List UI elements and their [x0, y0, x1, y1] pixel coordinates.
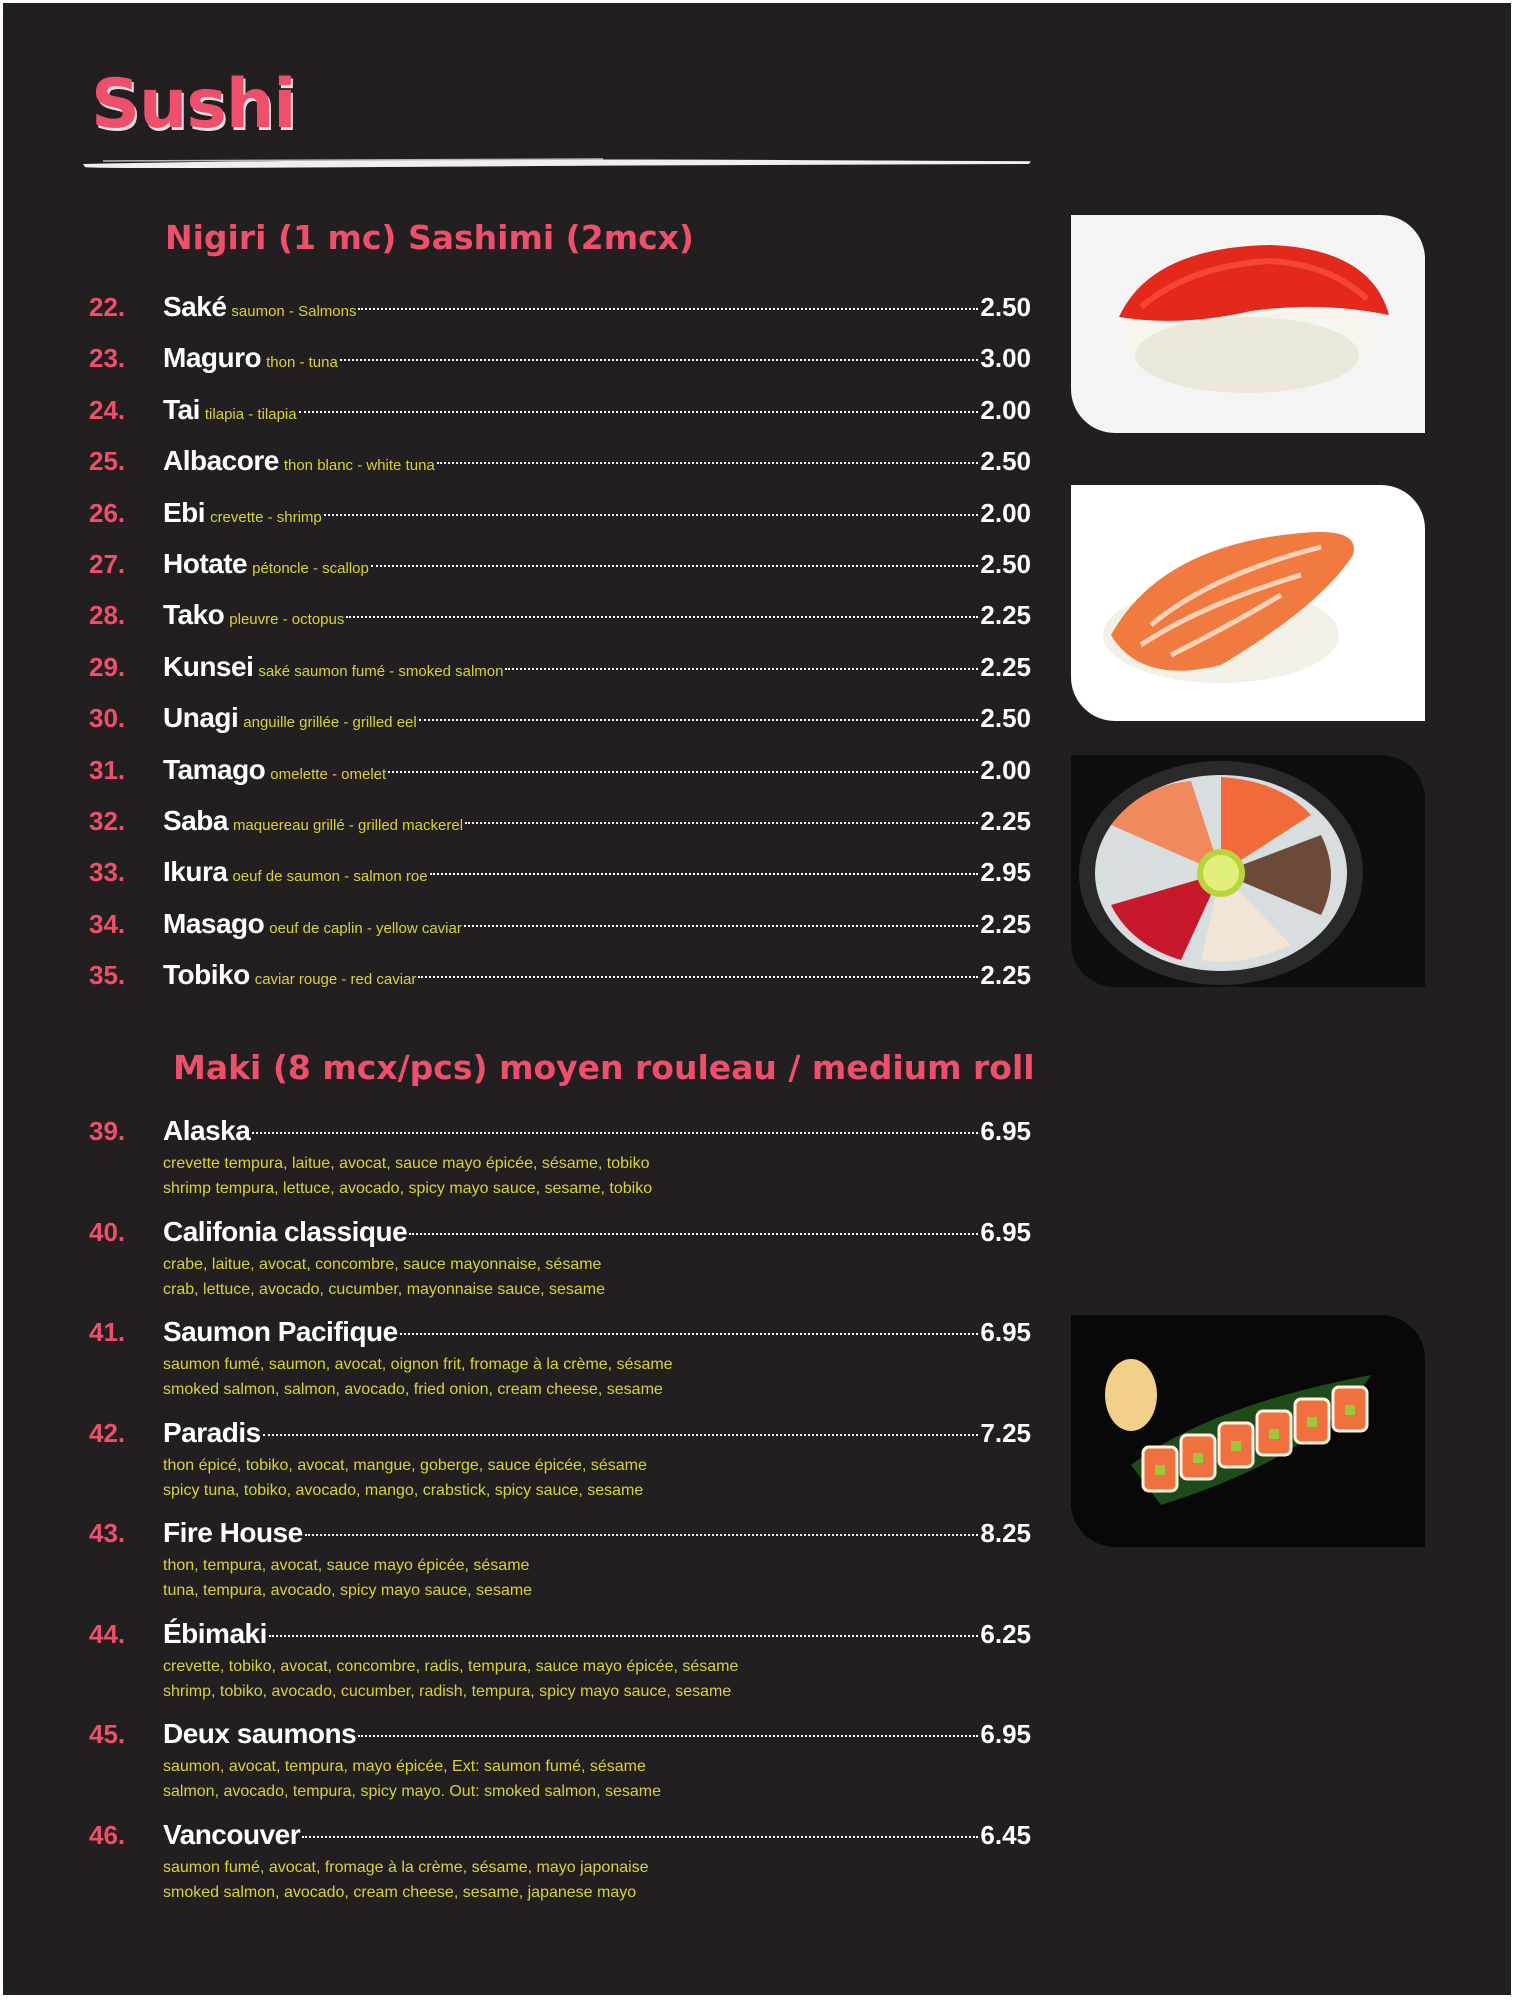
dot-leader	[430, 873, 979, 875]
item-price: 2.25	[980, 909, 1031, 939]
dot-leader	[400, 1333, 979, 1335]
item-price: 2.50	[980, 549, 1031, 579]
maki-item	[89, 1614, 1031, 1700]
item-price: 2.50	[980, 446, 1031, 476]
item-line	[163, 801, 1031, 841]
dot-leader	[409, 1233, 978, 1235]
item-line	[163, 1815, 1031, 1855]
item-subtitle: pétoncle - scallop	[252, 560, 369, 577]
item-line	[163, 852, 1031, 892]
item-line	[163, 544, 1031, 584]
item-number: 29.	[89, 652, 126, 682]
item-subtitle: saké saumon fumé - smoked salmon	[258, 663, 504, 680]
item-name: Tai	[163, 394, 200, 425]
item-description	[163, 1654, 738, 1704]
item-subtitle: thon blanc - white tuna	[283, 457, 435, 474]
maki-item	[89, 1212, 1031, 1298]
description-english: shrimp, tobiko, avocado, cucumber, radish, tempura, spicy mayo sauce, sesame	[163, 1683, 732, 1700]
item-name: Tamago	[163, 754, 266, 785]
page-title: Sushi	[91, 65, 296, 144]
item-line	[163, 390, 1031, 430]
description-french: crabe, laitue, avocat, concombre, sauce mayonnaise, sésame	[163, 1256, 602, 1273]
description-english: spicy tuna, tobiko, avocado, mango, crabstick, spicy sauce, sesame	[163, 1482, 644, 1499]
item-line	[163, 955, 1031, 995]
item-price: 3.00	[980, 343, 1031, 373]
nigiri-item	[89, 595, 1031, 635]
maki-roll-photo	[1071, 1315, 1425, 1547]
item-description	[163, 1553, 532, 1603]
description-french: saumon, avocat, tempura, mayo épicée, Ext: saumon fumé, sésame	[163, 1758, 646, 1775]
description-french: thon, tempura, avocat, sauce mayo épicée, sésame	[163, 1557, 530, 1574]
item-number: 42.	[89, 1418, 126, 1448]
item-subtitle: thon - tuna	[266, 354, 338, 371]
item-price: 2.50	[980, 703, 1031, 733]
nigiri-item	[89, 852, 1031, 892]
dot-leader	[371, 565, 979, 567]
item-name: Ikura	[163, 856, 228, 887]
item-line	[163, 647, 1031, 687]
item-name: Fire House	[163, 1517, 303, 1548]
nigiri-item	[89, 904, 1031, 944]
description-french: crevette, tobiko, avocat, concombre, radis, tempura, sauce mayo épicée, sésame	[163, 1658, 739, 1675]
item-price: 2.00	[980, 755, 1031, 785]
item-description	[163, 1855, 649, 1905]
item-subtitle: anguille grillée - grilled eel	[243, 714, 417, 731]
item-line	[163, 904, 1031, 944]
item-description	[163, 1453, 647, 1503]
maki-item	[89, 1815, 1031, 1901]
sashimi-platter-photo	[1071, 755, 1425, 987]
nigiri-item	[89, 338, 1031, 378]
item-price: 2.25	[980, 652, 1031, 682]
item-description	[163, 1352, 673, 1402]
description-english: shrimp tempura, lettuce, avocado, spicy mayo sauce, sesame, tobiko	[163, 1180, 653, 1197]
item-number: 34.	[89, 909, 126, 939]
item-line	[163, 441, 1031, 481]
dot-leader	[263, 1434, 979, 1436]
item-subtitle: saumon - Salmons	[231, 303, 357, 320]
description-english: smoked salmon, avocado, cream cheese, sesame, japanese mayo	[163, 1884, 637, 1901]
item-subtitle: crevette - shrimp	[210, 509, 322, 526]
maki-item	[89, 1111, 1031, 1197]
item-name: Hotate	[163, 548, 248, 579]
item-number: 28.	[89, 600, 126, 630]
description-english: tuna, tempura, avocado, spicy mayo sauce, sesame	[163, 1582, 533, 1599]
maki-item	[89, 1413, 1031, 1499]
description-french: saumon fumé, avocat, fromage à la crème, sésame, mayo japonaise	[163, 1859, 649, 1876]
item-subtitle: caviar rouge - red caviar	[254, 971, 417, 988]
item-price: 6.25	[980, 1619, 1031, 1649]
item-name: Alaska	[163, 1115, 251, 1146]
maki-heading: Maki (8 mcx/pcs) moyen rouleau / medium roll	[173, 1048, 1035, 1087]
item-name: Califonia classique	[163, 1216, 408, 1247]
nigiri-item	[89, 287, 1031, 327]
nigiri-heading: Nigiri (1 mc) Sashimi (2mcx)	[165, 218, 695, 257]
item-line	[163, 750, 1031, 790]
description-french: saumon fumé, saumon, avocat, oignon frit, fromage à la crème, sésame	[163, 1356, 673, 1373]
item-price: 6.95	[980, 1116, 1031, 1146]
item-price: 2.00	[980, 498, 1031, 528]
nigiri-item	[89, 441, 1031, 481]
salmon-nigiri-photo	[1071, 485, 1425, 721]
item-subtitle: oeuf de caplin - yellow caviar	[269, 920, 462, 937]
item-name: Tobiko	[163, 959, 250, 990]
item-line	[163, 1513, 1031, 1553]
maki-item	[89, 1714, 1031, 1800]
item-number: 31.	[89, 755, 126, 785]
item-line	[163, 1111, 1031, 1151]
item-name: Vancouver	[163, 1819, 301, 1850]
item-line	[163, 1614, 1031, 1654]
item-number: 33.	[89, 857, 126, 887]
item-number: 23.	[89, 343, 126, 373]
dot-leader	[464, 925, 979, 927]
dot-leader	[340, 359, 979, 361]
item-line	[163, 287, 1031, 327]
item-description	[163, 1252, 605, 1302]
dot-leader	[302, 1836, 978, 1838]
item-name: Unagi	[163, 702, 239, 733]
title-brush-underline	[83, 155, 1031, 169]
item-price: 6.45	[980, 1820, 1031, 1850]
item-name: Kunsei	[163, 651, 254, 682]
item-number: 22.	[89, 292, 126, 322]
item-number: 30.	[89, 703, 126, 733]
dot-leader	[305, 1534, 979, 1536]
item-line	[163, 1413, 1031, 1453]
maki-item	[89, 1312, 1031, 1398]
dot-leader	[437, 462, 979, 464]
nigiri-item	[89, 801, 1031, 841]
item-number: 24.	[89, 395, 126, 425]
item-subtitle: omelette - omelet	[270, 766, 387, 783]
description-english: crab, lettuce, avocado, cucumber, mayonnaise sauce, sesame	[163, 1281, 606, 1298]
item-number: 40.	[89, 1217, 126, 1247]
description-french: crevette tempura, laitue, avocat, sauce mayo épicée, sésame, tobiko	[163, 1155, 650, 1172]
dot-leader	[252, 1132, 978, 1134]
dot-leader	[388, 771, 978, 773]
item-price: 2.50	[980, 292, 1031, 322]
item-price: 2.25	[980, 600, 1031, 630]
item-name: Albacore	[163, 445, 279, 476]
item-name: Saké	[163, 291, 227, 322]
item-line	[163, 698, 1031, 738]
dot-leader	[505, 668, 978, 670]
description-french: thon épicé, tobiko, avocat, mangue, goberge, sauce épicée, sésame	[163, 1457, 647, 1474]
item-price: 6.95	[980, 1719, 1031, 1749]
nigiri-item	[89, 955, 1031, 995]
item-price: 6.95	[980, 1217, 1031, 1247]
item-number: 25.	[89, 446, 126, 476]
item-description	[163, 1151, 652, 1201]
item-name: Saba	[163, 805, 228, 836]
item-price: 8.25	[980, 1518, 1031, 1548]
item-line	[163, 595, 1031, 635]
nigiri-item	[89, 698, 1031, 738]
dot-leader	[419, 719, 979, 721]
nigiri-item	[89, 647, 1031, 687]
item-subtitle: oeuf de saumon - salmon roe	[232, 868, 428, 885]
item-name: Masago	[163, 908, 265, 939]
maki-item	[89, 1513, 1031, 1599]
item-price: 2.25	[980, 960, 1031, 990]
item-price: 2.95	[980, 857, 1031, 887]
item-number: 39.	[89, 1116, 126, 1146]
item-number: 35.	[89, 960, 126, 990]
item-description	[163, 1754, 661, 1804]
item-price: 2.00	[980, 395, 1031, 425]
item-name: Ébimaki	[163, 1618, 267, 1649]
item-number: 45.	[89, 1719, 126, 1749]
item-name: Paradis	[163, 1417, 261, 1448]
description-english: salmon, avocado, tempura, spicy mayo. Out: smoked salmon, sesame	[163, 1783, 661, 1800]
dot-leader	[465, 822, 978, 824]
item-number: 32.	[89, 806, 126, 836]
item-name: Deux saumons	[163, 1718, 357, 1749]
dot-leader	[358, 1735, 978, 1737]
item-name: Ebi	[163, 497, 206, 528]
item-name: Saumon Pacifique	[163, 1316, 398, 1347]
item-line	[163, 1714, 1031, 1754]
dot-leader	[269, 1635, 979, 1637]
dot-leader	[299, 411, 979, 413]
item-subtitle: pleuvre - octopus	[229, 611, 345, 628]
dot-leader	[346, 616, 978, 618]
item-line	[163, 338, 1031, 378]
item-price: 7.25	[980, 1418, 1031, 1448]
item-line	[163, 1212, 1031, 1252]
item-number: 44.	[89, 1619, 126, 1649]
nigiri-item	[89, 493, 1031, 533]
item-number: 41.	[89, 1317, 126, 1347]
item-name: Maguro	[163, 342, 262, 373]
item-name: Tako	[163, 599, 225, 630]
item-number: 43.	[89, 1518, 126, 1548]
menu-page	[3, 3, 1511, 1995]
item-line	[163, 493, 1031, 533]
item-number: 46.	[89, 1820, 126, 1850]
dot-leader	[418, 976, 978, 978]
description-english: smoked salmon, salmon, avocado, fried onion, cream cheese, sesame	[163, 1381, 663, 1398]
item-number: 27.	[89, 549, 126, 579]
dot-leader	[358, 308, 978, 310]
item-price: 2.25	[980, 806, 1031, 836]
item-subtitle: tilapia - tilapia	[204, 406, 297, 423]
nigiri-item	[89, 544, 1031, 584]
tuna-nigiri-photo	[1071, 215, 1425, 433]
item-number: 26.	[89, 498, 126, 528]
nigiri-item	[89, 390, 1031, 430]
item-price: 6.95	[980, 1317, 1031, 1347]
item-line	[163, 1312, 1031, 1352]
nigiri-item	[89, 750, 1031, 790]
item-subtitle: maquereau grillé - grilled mackerel	[232, 817, 464, 834]
dot-leader	[324, 514, 979, 516]
